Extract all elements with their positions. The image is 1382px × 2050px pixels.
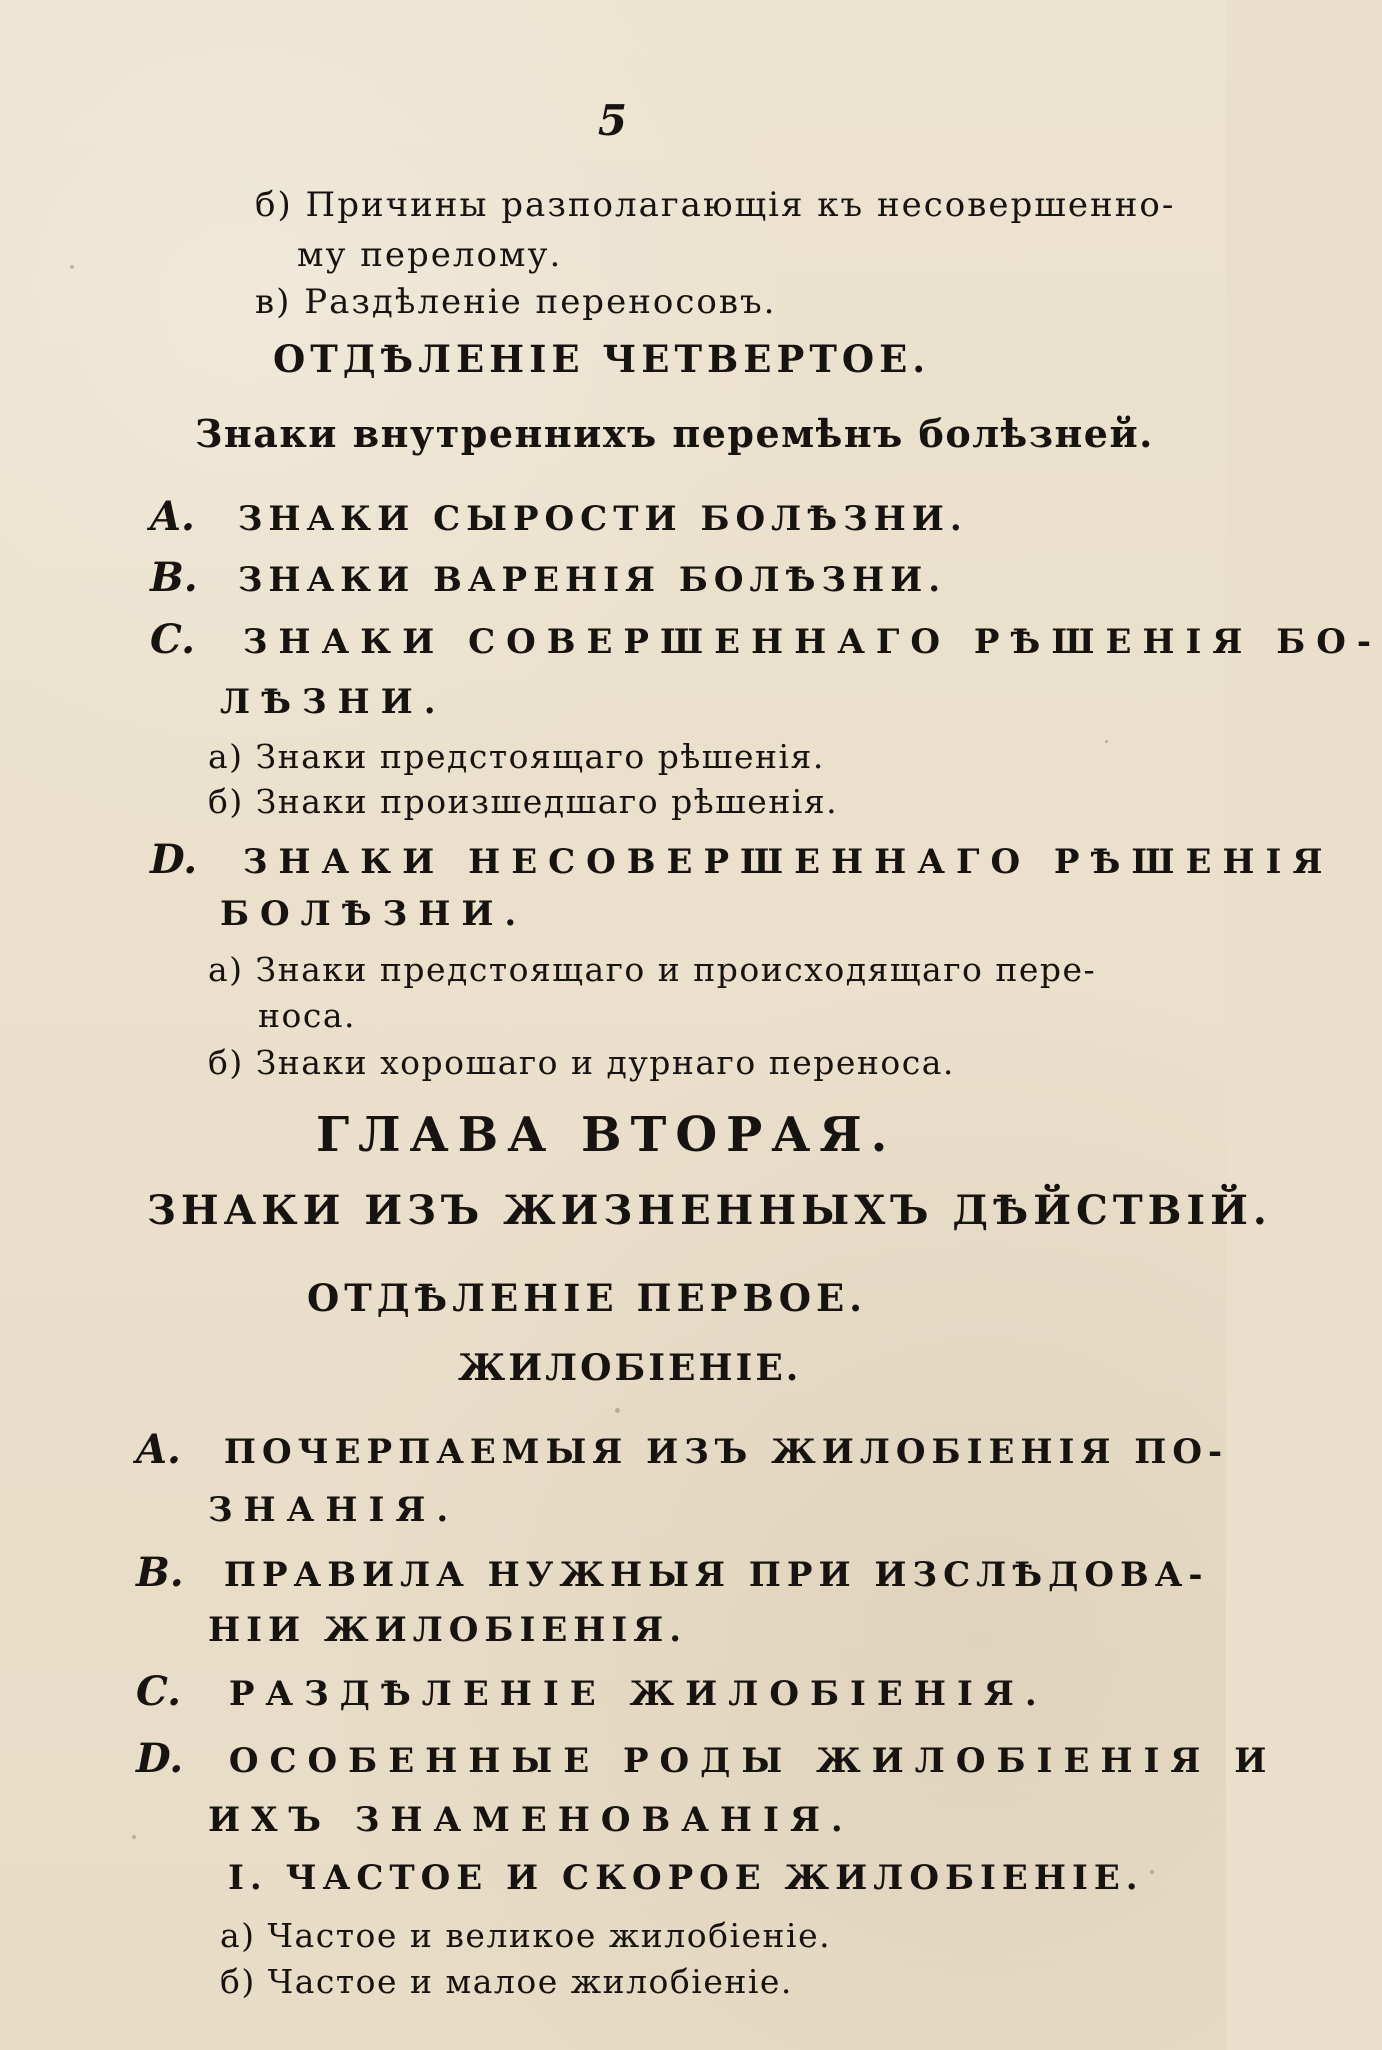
list-heading-text: ЗНАКИ ВАРЕНІЯ БОЛѢЗНИ. — [237, 560, 947, 600]
list-heading-text: РАЗДѢЛЕНІЕ ЖИЛОБІЕНІЯ. — [228, 1674, 1048, 1714]
list-heading — [150, 616, 1382, 663]
subitem-heading: I. ЧАСТОЕ И СКОРОЕ ЖИЛОБІЕНІЕ. — [228, 1858, 1144, 1898]
list-marker: C. — [150, 616, 196, 663]
text-line: а) Знаки предстоящаго и происходящаго пере- — [208, 950, 1097, 989]
paper-speck — [1105, 740, 1108, 743]
list-heading — [136, 1735, 1277, 1782]
page-number: 5 — [597, 96, 629, 145]
list-heading — [150, 836, 1333, 883]
list-heading — [150, 493, 968, 540]
text-line: БОЛѢЗНИ. — [220, 894, 528, 934]
list-marker: D. — [136, 1735, 184, 1782]
list-heading-text: ЗНАКИ НЕСОВЕРШЕННАГО РѢШЕНІЯ — [242, 842, 1334, 882]
text-line: б) Причины разполагающія къ несовершенно- — [255, 185, 1176, 225]
list-heading-text: ЗНАКИ СЫРОСТИ БОЛѢЗНИ. — [237, 499, 968, 539]
list-marker: A. — [136, 1426, 181, 1473]
list-marker: C. — [136, 1668, 182, 1715]
text-line: носа. — [258, 996, 357, 1035]
text-line: б) Частое и малое жилобіеніе. — [220, 1962, 793, 2001]
text-line: ЛѢЗНИ. — [220, 682, 447, 722]
list-heading — [150, 554, 946, 601]
paper-speck — [70, 265, 74, 269]
text-line: му перелому. — [297, 235, 563, 275]
text-line: б) Знаки хорошаго и дурнаго переноса. — [208, 1043, 955, 1082]
text-line: б) Знаки произшедшаго рѣшенія. — [208, 782, 839, 821]
list-heading — [136, 1668, 1048, 1715]
chapter-title: ГЛАВА ВТОРАЯ. — [316, 1107, 897, 1163]
list-heading-text: ЗНАКИ СОВЕРШЕННАГО РѢШЕНІЯ БО- — [242, 622, 1382, 662]
section-heading: ОТДѢЛЕНІЕ ПЕРВОЕ. — [307, 1276, 868, 1320]
paper-speck — [615, 1408, 620, 1413]
chapter-subtitle: ЗНАКИ ИЗЪ ЖИЗНЕННЫХЪ ДѢЙСТВІЙ. — [147, 1187, 1272, 1234]
text-line: в) Раздѣленіе переносовъ. — [255, 282, 777, 322]
paper-speck — [1150, 1870, 1154, 1874]
list-heading — [136, 1549, 1209, 1596]
paper-speck — [132, 1835, 136, 1839]
list-marker: B. — [136, 1549, 184, 1596]
text-line: а) Частое и великое жилобіеніе. — [220, 1916, 832, 1955]
text-line: ЗНАНІЯ. — [208, 1490, 460, 1530]
text-line: НІИ ЖИЛОБІЕНІЯ. — [208, 1610, 688, 1650]
text-line: ИХЪ ЗНАМЕНОВАНІЯ. — [208, 1800, 854, 1840]
list-heading-text: ПОЧЕРПАЕМЫЯ ИЗЪ ЖИЛОБІЕНІЯ ПО- — [223, 1432, 1229, 1472]
subsection-heading: ЖИЛОБІЕНІЕ. — [458, 1347, 802, 1389]
section-subtitle: Знаки внутреннихъ перемѣнъ болѣзней. — [195, 411, 1154, 456]
list-marker: B. — [150, 554, 198, 601]
list-heading-text: ОСОБЕННЫЕ РОДЫ ЖИЛОБІЕНІЯ И — [228, 1741, 1278, 1781]
list-heading — [136, 1426, 1228, 1473]
list-marker: A. — [150, 493, 195, 540]
text-line: а) Знаки предстоящаго рѣшенія. — [208, 737, 825, 776]
list-marker: D. — [150, 836, 198, 883]
section-heading: ОТДѢЛЕНІЕ ЧЕТВЕРТОЕ. — [273, 337, 931, 381]
list-heading-text: ПРАВИЛА НУЖНЫЯ ПРИ ИЗСЛѢДОВА- — [223, 1555, 1209, 1595]
